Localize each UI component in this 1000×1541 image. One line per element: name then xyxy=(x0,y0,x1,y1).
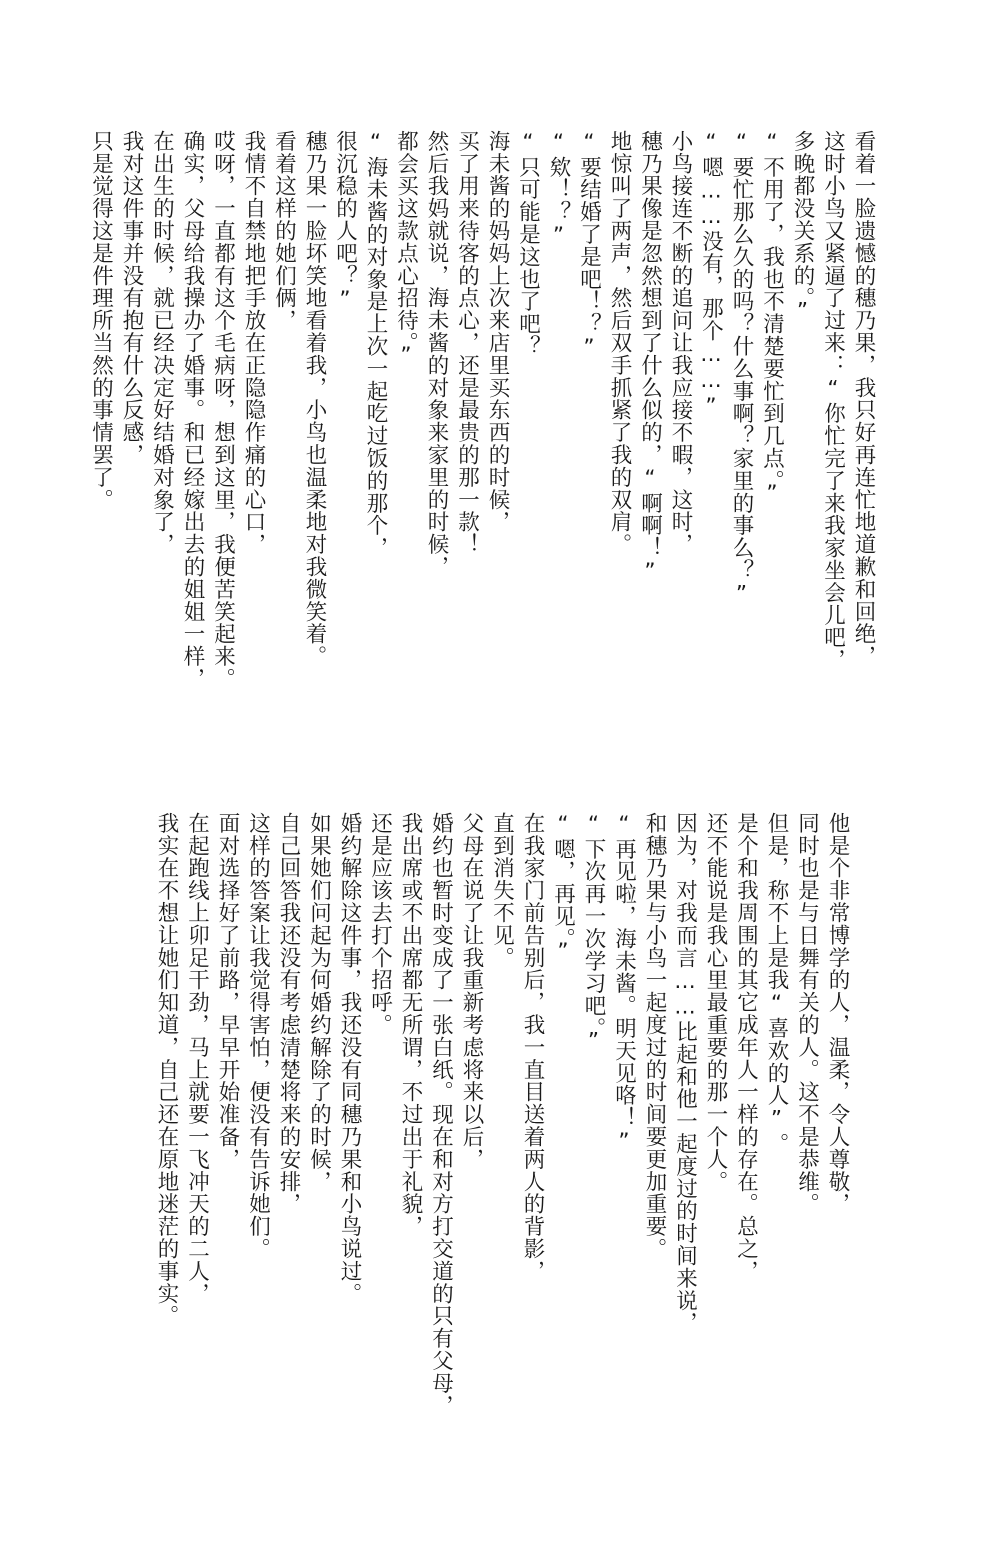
text-line: “要结婚了是吧！？” xyxy=(576,130,602,361)
text-line: 很沉稳的人吧？” xyxy=(332,130,358,313)
text-line: “欸！？” xyxy=(546,130,571,249)
text-line: 直到消失不见。 xyxy=(489,812,515,969)
text-line: 穗乃果像是忽然想到了什么似的，“啊啊！” xyxy=(637,130,663,585)
text-line: 面对选择好了前路，早早开始准备， xyxy=(215,812,240,1171)
text-line: 和穗乃果与小鸟一起度过的时间要更加重要。 xyxy=(642,812,667,1260)
text-line: 同时也是与日舞有关的人。这不是恭维。 xyxy=(794,812,820,1216)
text-line: 看着这样的她们俩， xyxy=(271,130,297,332)
text-line: 都会买这款点心招待。” xyxy=(393,130,419,370)
text-line: “嗯……没有，那个……” xyxy=(698,130,724,420)
text-line: “再见啦，海未酱。明天见咯！” xyxy=(611,812,637,1155)
text-line: 还不能说是我心里最重要的那一个人。 xyxy=(703,812,728,1193)
text-line: 我情不自禁地把手放在正隐隐作痛的心口， xyxy=(241,130,266,556)
text-line: 自己回答我还没有考虑清楚将来的安排， xyxy=(276,812,301,1216)
top-text-block xyxy=(85,130,878,730)
text-line: 但是，称不上是我“喜欢的人”。 xyxy=(764,812,789,1155)
text-line: 婚约解除这件事，我还没有同穗乃果和小鸟说过。 xyxy=(337,812,362,1305)
text-line: 如果她们问起为何婚约解除了的时候， xyxy=(306,812,332,1193)
text-line: 我实在不想让她们知道，自己还在原地迷茫的事实。 xyxy=(154,812,179,1328)
text-line: “嗯，再见。” xyxy=(550,812,576,966)
text-line: 穗乃果一脸坏笑地看着我，小鸟也温柔地对我微笑着。 xyxy=(302,130,327,668)
text-line: 在我家门前告别后，我一直目送着两人的背影， xyxy=(520,812,545,1283)
text-line: 哎呀，一直都有这个毛病呀，想到这里，我便苦笑起来。 xyxy=(210,130,236,690)
text-line: 在起跑线上卯足干劲，马上就要一飞冲天的二人， xyxy=(184,812,210,1305)
text-line: “只可能是这也了吧？ xyxy=(515,130,541,358)
text-line: 还是应该去打个招呼。 xyxy=(367,812,393,1036)
text-line: “海未酱的对象是上次一起吃过饭的那个， xyxy=(363,130,388,560)
text-line: 他是个非常博学的人，温柔，令人尊敬， xyxy=(825,812,850,1216)
text-line: “要忙那么久的吗？什么事啊？家里的事么？” xyxy=(729,130,754,608)
text-line: 海未酱的妈妈上次来店里买东西的时候， xyxy=(485,130,510,534)
text-line: 父母在说了让我重新考虑将来以后， xyxy=(459,812,484,1171)
text-line: 婚约也暂时变成了一张白纸。现在和对方打交道的只有父母， xyxy=(428,812,454,1417)
text-line: 这时小鸟又紧逼了过来：“你忙完了来我家坐会儿吧， xyxy=(820,130,846,672)
text-line: 看着一脸遗憾的穗乃果，我只好再连忙地道歉和回绝， xyxy=(851,130,876,668)
text-line: “不用了，我也不清楚要忙到几点。” xyxy=(759,130,785,508)
text-line: 多晚都没关系的。” xyxy=(790,130,815,325)
text-line: 只是觉得这是件理所当然的事情罢了。 xyxy=(88,130,114,511)
text-line: 我出席或不出席都无所谓，不过出于礼貌， xyxy=(398,812,423,1238)
text-line: 因为，对我而言……比起和他一起度过的时间来说， xyxy=(672,812,698,1335)
text-line: 小鸟接连不断的追问让我应接不暇，这时， xyxy=(668,130,693,556)
text-line: 是个和我周围的其它成年人一样的存在。总之， xyxy=(733,812,759,1283)
text-line: 地惊叫了两声，然后双手抓紧了我的双肩。 xyxy=(607,130,632,556)
text-line: 买了用来待客的点心，还是最贵的那一款！ xyxy=(454,130,480,556)
text-line: 这样的答案让我觉得害怕，便没有告诉她们。 xyxy=(245,812,271,1260)
bottom-text-block xyxy=(151,812,853,1452)
text-line: “下次再一次学习吧。” xyxy=(581,812,606,1055)
text-line: 然后我妈就说，海未酱的对象来家里的时候， xyxy=(424,130,449,578)
text-line: 在出生的时候，就已经决定好结婚对象了， xyxy=(149,130,175,556)
text-line: 我对这件事并没有抱有什么反感， xyxy=(119,130,144,466)
text-line: 确实，父母给我操办了婚事。和已经嫁出去的姐姐一样， xyxy=(180,130,205,690)
